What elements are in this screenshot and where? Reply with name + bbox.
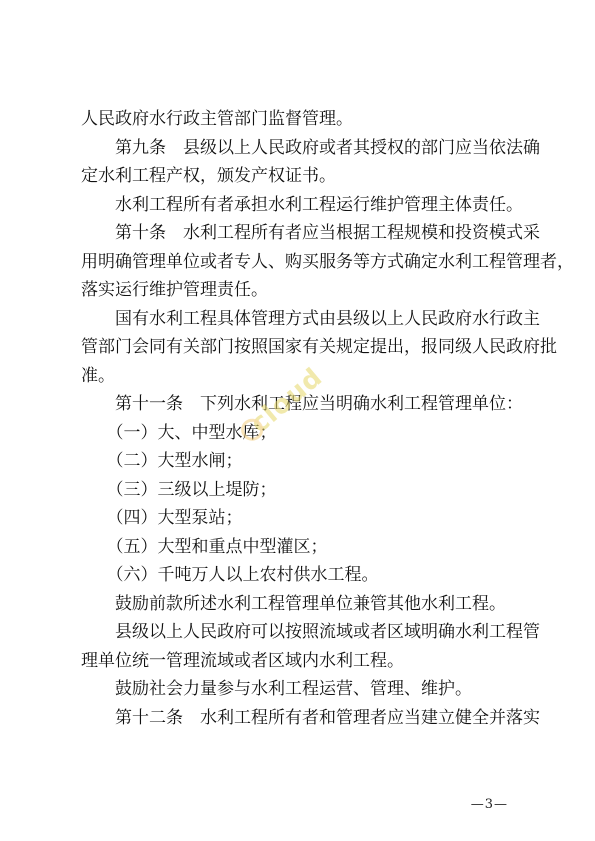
text-line: 鼓励前款所述水利工程管理单位兼管其他水利工程。 — [81, 593, 506, 614]
text-line: （二）大型水闸； — [81, 451, 243, 471]
text-line: （五）大型和重点中型灌区； — [81, 536, 328, 557]
text-line: 第十条 水利工程所有者应当根据工程规模和投资模式采 — [81, 223, 540, 243]
text-line: 国有水利工程具体管理方式由县级以上人民政府水行政主 — [81, 308, 540, 329]
text-line: 第九条 县级以上人民政府或者其授权的部门应当依法确 — [81, 137, 540, 158]
text-line: 水利工程所有者承担水利工程运行维护管理主体责任。 — [81, 194, 523, 215]
text-line: 落实运行维护管理责任。 — [81, 280, 268, 300]
text-line: 人民政府水行政主管部门监督管理。 — [81, 109, 353, 129]
text-line: （一）大、中型水库； — [81, 422, 277, 443]
text-line: （六）千吨万人以上农村供水工程。 — [81, 565, 379, 585]
text-line: 理单位统一管理流域或者区域内水利工程。 — [81, 650, 404, 671]
watermark-text: cloud — [244, 362, 329, 440]
text-line: 第十二条 水利工程所有者和管理者应当建立健全并落实 — [81, 707, 540, 728]
text-line: （三）三级以上堤防； — [81, 479, 277, 500]
text-line: 鼓励社会力量参与水利工程运营、管理、维护。 — [81, 679, 472, 699]
text-line: 县级以上人民政府可以按照流域或者区域明确水利工程管 — [81, 622, 540, 642]
text-line: 第十一条 下列水利工程应当明确水利工程管理单位： — [81, 394, 523, 414]
text-line: 用明确管理单位或者专人、购买服务等方式确定水利工程管理者， — [81, 251, 574, 272]
page-number: —3— — [470, 797, 508, 812]
text-line: 准。 — [81, 365, 115, 386]
text-line: 管部门会同有关部门按照国家有关规定提出，报同级人民政府批 — [81, 337, 557, 357]
text-line: （四）大型泵站； — [81, 508, 243, 528]
text-line: 定水利工程产权，颁发产权证书。 — [81, 166, 336, 186]
